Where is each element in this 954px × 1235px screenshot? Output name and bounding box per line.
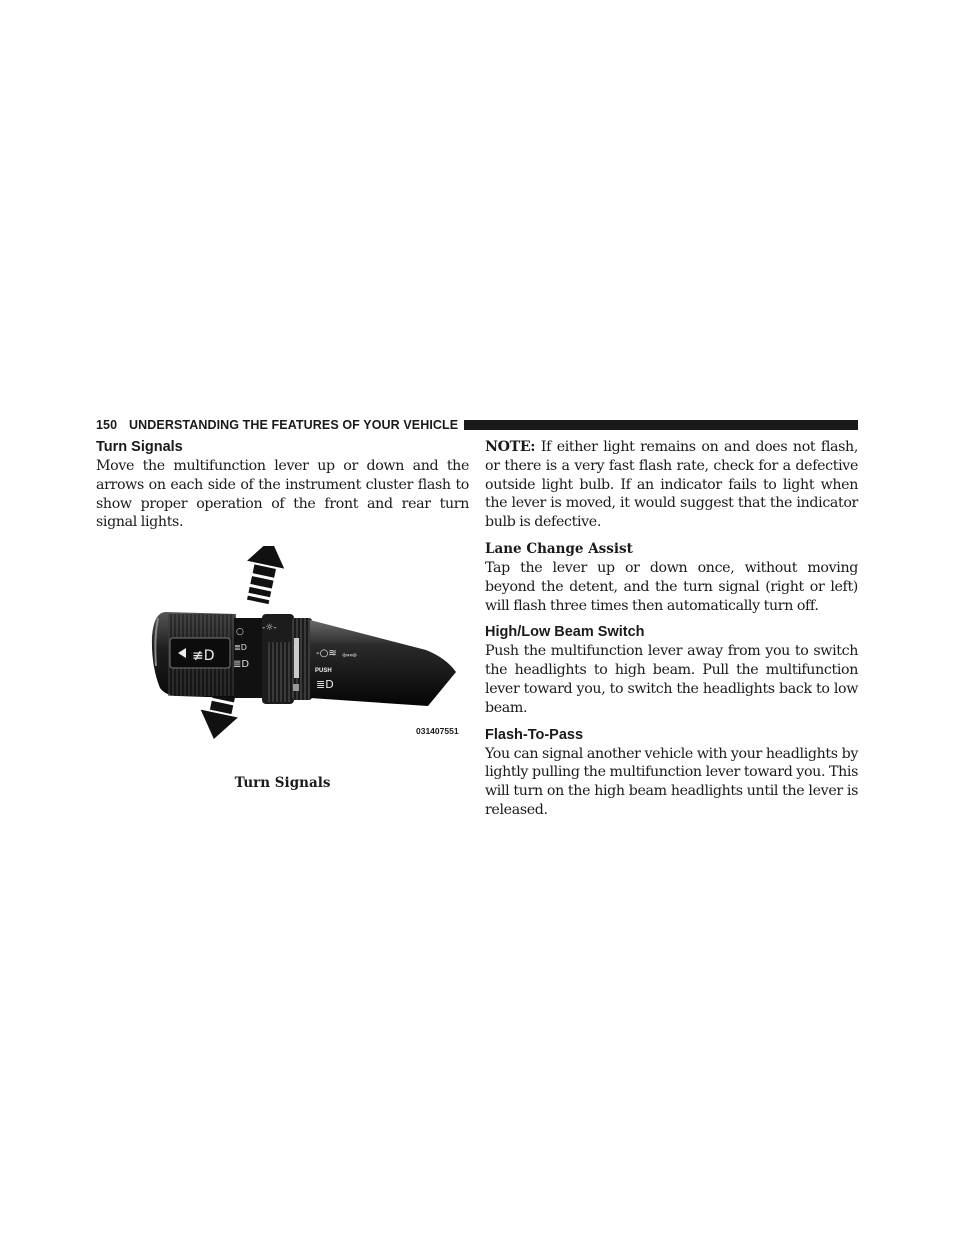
svg-text:≣D: ≣D <box>234 643 247 653</box>
svg-text:≢D: ≢D <box>192 648 215 665</box>
page-header <box>96 417 858 433</box>
flash-to-pass-paragraph: You can signal another vehicle with your headlights by lightly pulling the multifunction lever toward you. This will turn on the high beam headlights until the lever is released. <box>485 745 858 818</box>
note-text: If either light remains on and does not flash, or there is a very fast flash rate, check for a defective outside light bulb. If an indicator fails to light when the lever is moved, it would suggest that the indicator bulb is defective. <box>485 439 858 531</box>
note-paragraph <box>485 438 858 532</box>
page-number: 150 <box>96 418 118 432</box>
svg-text:≣D: ≣D <box>233 659 250 671</box>
turn-signals-paragraph: Move the multifunction lever up or down and the arrows on each side of the instrument cluster flash to show proper operation of the front and rear turn signal lights. <box>96 458 469 531</box>
figure-caption: Turn Signals <box>234 775 331 792</box>
push-label: PUSH <box>315 668 332 675</box>
up-arrow-icon <box>239 546 289 606</box>
lane-change-assist-heading: Lane Change Assist <box>485 540 633 557</box>
header-rule <box>464 420 858 430</box>
flash-to-pass-heading: Flash-To-Pass <box>485 726 584 743</box>
high-low-beam-heading: High/Low Beam Switch <box>485 624 645 641</box>
figure-code: 031407551 <box>416 726 459 737</box>
svg-text:-☼-: -☼- <box>262 623 277 634</box>
note-label: NOTE: <box>485 439 536 455</box>
turn-signals-heading: Turn Signals <box>96 439 183 455</box>
high-low-beam-paragraph: Push the multifunction lever away from you to switch the headlights to high beam. Pull the multifunction lever toward you, to switch the headlights back to low beam. <box>485 643 858 716</box>
svg-text:≣D: ≣D <box>316 678 334 692</box>
svg-text:⇦⇨: ⇦⇨ <box>342 651 358 662</box>
right-column <box>485 438 858 820</box>
lane-change-assist-paragraph: Tap the lever up or down once, without moving beyond the detent, and the turn signal (right or left) will flash three times then automatically turn off. <box>485 559 858 614</box>
svg-text:○: ○ <box>236 627 244 638</box>
multifunction-lever-illustration <box>96 546 469 776</box>
svg-text:-○≋: -○≋ <box>316 648 337 660</box>
section-title: UNDERSTANDING THE FEATURES OF YOUR VEHICLE <box>129 418 459 432</box>
left-column <box>96 438 469 792</box>
turn-signals-figure <box>96 546 469 776</box>
